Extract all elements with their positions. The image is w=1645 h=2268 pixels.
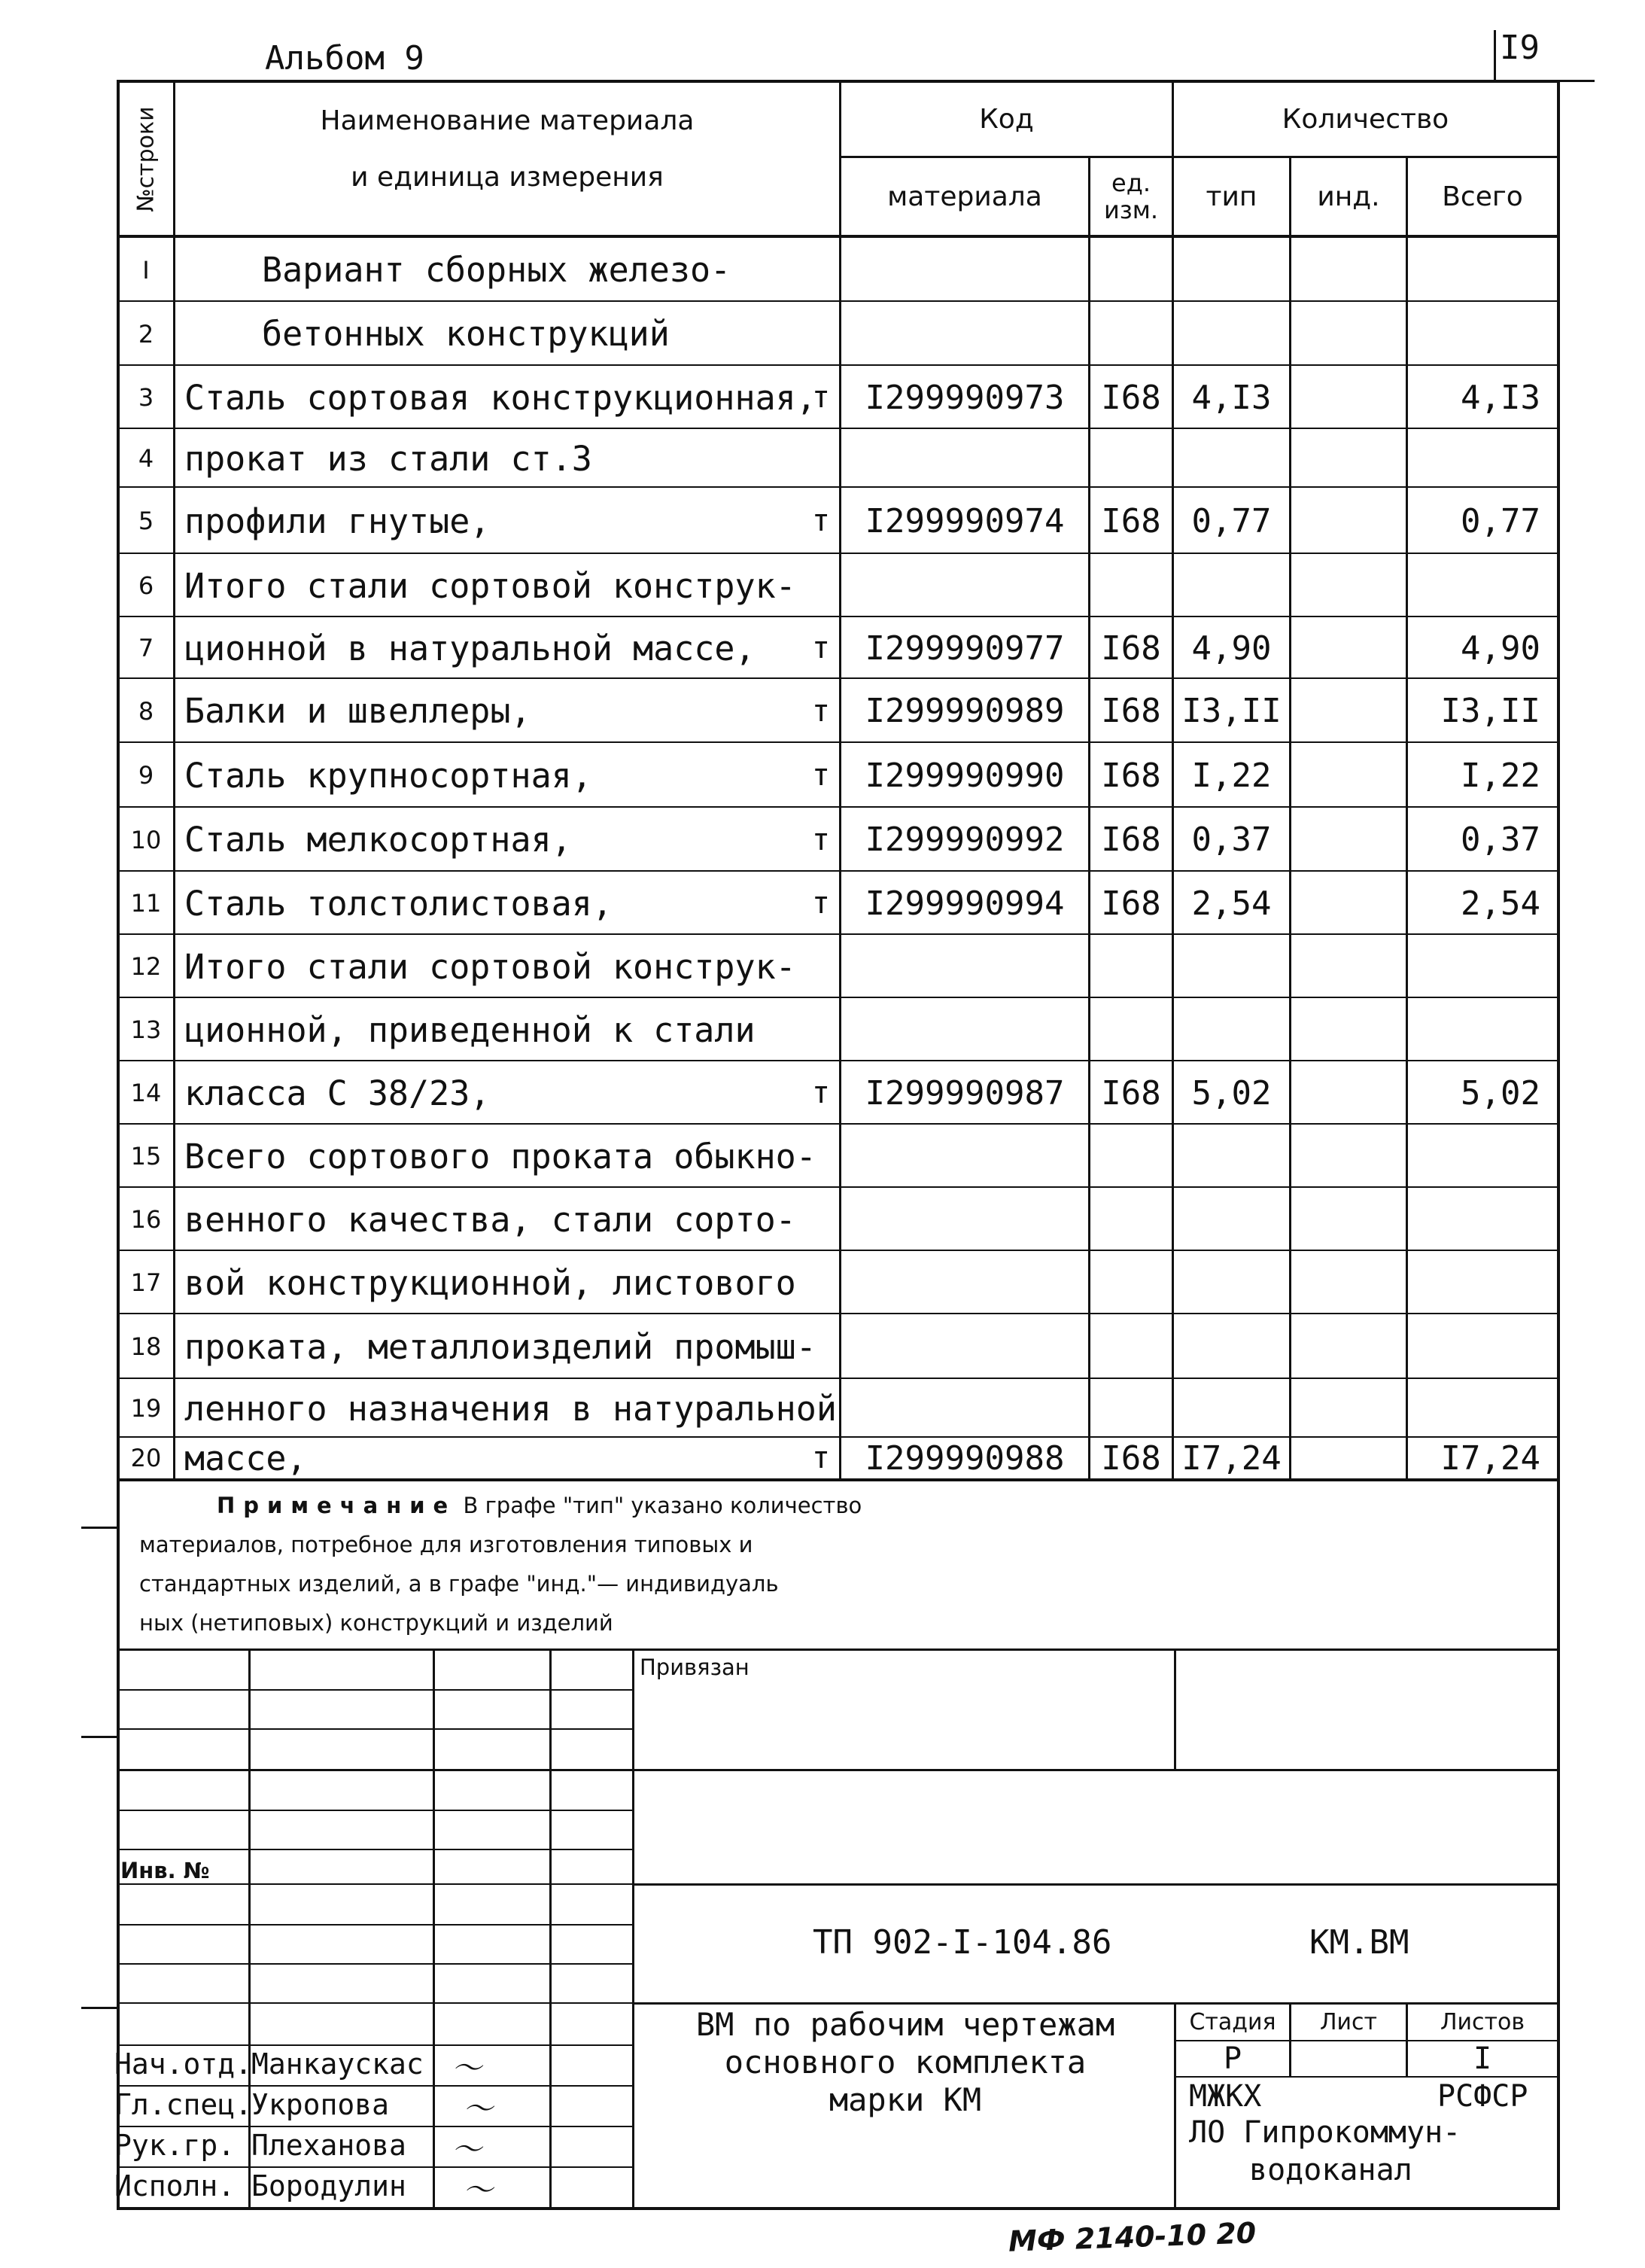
note-line-3: стандартных изделий, а в графе "инд."— индивидуаль — [139, 1571, 779, 1597]
row-number: 15 — [130, 1142, 162, 1171]
qty-total: I7,24 — [1440, 1438, 1540, 1478]
material-unit: т — [811, 504, 830, 538]
qty-total: 0,77 — [1461, 501, 1540, 540]
col-header-code-material: материала — [887, 181, 1042, 212]
material-name-text: бетонных конструкций — [262, 314, 670, 354]
row-number: 10 — [130, 825, 162, 854]
signature-mark: 〜 — [463, 2173, 493, 2208]
material-name-text: Всего сортового проката обыкно- — [184, 1136, 816, 1177]
sheet-title-line-3: марки КМ — [829, 2081, 982, 2118]
signature-role: Нач.отд. — [114, 2047, 253, 2081]
stage-value: Р — [1223, 2041, 1242, 2076]
col-header-qty: Количество — [1282, 104, 1449, 135]
row-number: I — [142, 255, 150, 285]
privyazan-label: Привязан — [640, 1655, 750, 1680]
row-number: 13 — [130, 1015, 162, 1044]
stage-label: Стадия — [1189, 2008, 1276, 2035]
row-number: 4 — [138, 444, 154, 473]
material-name-text: Сталь сортовая конструкционная, — [184, 377, 816, 418]
material-unit: т — [811, 693, 830, 729]
sheet-title-line-1: ВМ по рабочим чертежам — [695, 2006, 1115, 2043]
sheets-label: Листов — [1440, 2008, 1525, 2035]
material-name-text: Сталь толстолистовая, — [184, 883, 613, 924]
material-name-text: класса С 38/23, — [184, 1073, 491, 1113]
qty-total: 5,02 — [1461, 1073, 1540, 1113]
material-code: I299990990 — [865, 756, 1065, 795]
qty-type: 4,I3 — [1191, 378, 1272, 417]
material-code: I299990973 — [865, 378, 1065, 417]
qty-total: I,22 — [1461, 756, 1540, 795]
signature-role: Исполн. — [114, 2169, 236, 2203]
inventory-number-label: Инв. № — [120, 1858, 210, 1883]
material-code: I299990988 — [865, 1438, 1065, 1478]
material-code: I299990977 — [865, 629, 1065, 668]
org-line-1a: МЖКХ — [1189, 2079, 1262, 2114]
note-label: Примечание — [217, 1493, 457, 1518]
row-number: 11 — [130, 889, 162, 918]
unit-code: I68 — [1101, 884, 1161, 923]
material-name-text: ционной, приведенной к стали — [184, 1009, 756, 1050]
qty-type: 0,77 — [1191, 501, 1272, 540]
signature-mark: 〜 — [463, 2092, 493, 2126]
note-line-1: В графе "тип" указано количество — [456, 1493, 862, 1518]
material-name-text: проката, металлоизделий промыш- — [184, 1326, 816, 1367]
row-number: 16 — [130, 1205, 162, 1234]
signature-name: Укропова — [251, 2088, 390, 2121]
material-code: I299990992 — [865, 820, 1065, 859]
signature-role: Гл.спец. — [114, 2088, 253, 2121]
material-name-text: Итого стали сортовой конструк- — [184, 565, 796, 606]
material-unit: т — [811, 822, 830, 857]
qty-type: I,22 — [1191, 756, 1272, 795]
row-number: 20 — [130, 1444, 162, 1472]
material-name-text: Вариант сборных железо- — [262, 250, 731, 290]
qty-type: 4,90 — [1191, 629, 1272, 668]
material-code: I299990994 — [865, 884, 1065, 923]
unit-code: I68 — [1101, 820, 1161, 859]
unit-code: I68 — [1101, 378, 1161, 417]
material-unit: т — [811, 380, 830, 415]
signature-name: Бородулин — [251, 2169, 406, 2203]
row-number: 2 — [138, 319, 154, 349]
material-name-text: прокат из стали ст.3 — [184, 438, 592, 479]
signature-mark: 〜 — [452, 2051, 482, 2086]
qty-type: I7,24 — [1181, 1438, 1282, 1478]
archive-stamp: МФ 2140-10 20 — [1008, 2216, 1257, 2258]
sheet-label: Лист — [1319, 2008, 1378, 2035]
unit-code: I68 — [1101, 629, 1161, 668]
row-number: 5 — [138, 507, 154, 535]
material-name-text: массе, — [184, 1438, 307, 1478]
row-number: 17 — [130, 1268, 162, 1297]
material-name-text: Сталь крупносортная, — [184, 755, 592, 796]
material-name-text: Итого стали сортовой конструк- — [184, 946, 796, 987]
row-number: 19 — [130, 1394, 162, 1423]
drawing-mark: КМ.ВМ — [1309, 1923, 1409, 1962]
row-number: 3 — [138, 383, 154, 412]
signature-name: Манкаускас — [251, 2047, 424, 2081]
material-name-text: Сталь мелкосортная, — [184, 820, 572, 860]
row-number: 18 — [130, 1332, 162, 1361]
material-unit: т — [811, 631, 830, 665]
col-header-name-line1: Наименование материала — [320, 105, 695, 136]
signature-role: Рук.гр. — [114, 2129, 236, 2162]
qty-total: 4,I3 — [1461, 378, 1540, 417]
note-line-2: материалов, потребное для изготовления типовых и — [139, 1532, 753, 1557]
col-header-qty-type: тип — [1206, 181, 1257, 212]
qty-total: 0,37 — [1461, 820, 1540, 859]
row-number: 14 — [130, 1079, 162, 1107]
material-name-text: вой конструкционной, листового — [184, 1262, 796, 1303]
material-unit: т — [811, 758, 830, 793]
material-unit: т — [811, 886, 830, 921]
material-unit: т — [811, 1076, 830, 1110]
col-header-name-line2: и единица измерения — [351, 161, 664, 193]
col-header-code: Код — [979, 104, 1034, 135]
material-code: I299990987 — [865, 1073, 1065, 1113]
material-unit: т — [811, 1441, 830, 1475]
material-name-text: профили гнутые, — [184, 501, 491, 541]
org-line-2: ЛО Гипрокоммун- — [1189, 2115, 1461, 2150]
sheet-title-line-2: основного комплекта — [724, 2044, 1087, 2081]
qty-total: 4,90 — [1461, 629, 1540, 668]
row-number: 12 — [130, 952, 162, 981]
album-label: Альбом 9 — [265, 39, 424, 78]
org-line-3: водоканал — [1249, 2153, 1412, 2187]
document-code: ТП 902-I-104.86 — [813, 1923, 1112, 1962]
material-code: I299990989 — [865, 692, 1065, 730]
qty-total: I3,II — [1440, 692, 1540, 730]
unit-code: I68 — [1101, 501, 1161, 540]
page-number: I9 — [1500, 29, 1540, 67]
signature-name: Плеханова — [251, 2129, 406, 2162]
org-line-1b: РСФСР — [1437, 2079, 1528, 2114]
row-number: 9 — [138, 761, 154, 790]
material-name-text: Балки и швеллеры, — [184, 691, 531, 731]
sheets-value: I — [1473, 2041, 1492, 2076]
qty-type: I3,II — [1181, 692, 1282, 730]
col-header-qty-total: Всего — [1442, 181, 1523, 212]
col-header-code-unit: ед. изм. — [1103, 169, 1159, 224]
row-number: 6 — [138, 571, 154, 600]
material-name-text: ционной в натуральной массе, — [184, 628, 756, 668]
signature-mark: 〜 — [452, 2133, 482, 2167]
material-name-text: ленного назначения в натуральной — [184, 1388, 837, 1429]
qty-total: 2,54 — [1461, 884, 1540, 923]
qty-type: 0,37 — [1191, 820, 1272, 859]
col-header-qty-ind: инд. — [1317, 181, 1380, 212]
unit-code: I68 — [1101, 756, 1161, 795]
row-number: 7 — [138, 634, 154, 662]
note-line-4: ных (нетиповых) конструкций и изделий — [139, 1610, 613, 1636]
row-number: 8 — [138, 696, 154, 726]
qty-type: 2,54 — [1191, 884, 1272, 923]
material-code: I299990974 — [865, 501, 1065, 540]
col-header-row-no: №строки — [132, 105, 160, 212]
unit-code: I68 — [1101, 1438, 1161, 1478]
qty-type: 5,02 — [1191, 1073, 1272, 1113]
sheet-title — [634, 2006, 1176, 2119]
unit-code: I68 — [1101, 692, 1161, 730]
unit-code: I68 — [1101, 1073, 1161, 1113]
material-name-text: венного качества, стали сорто- — [184, 1199, 796, 1240]
